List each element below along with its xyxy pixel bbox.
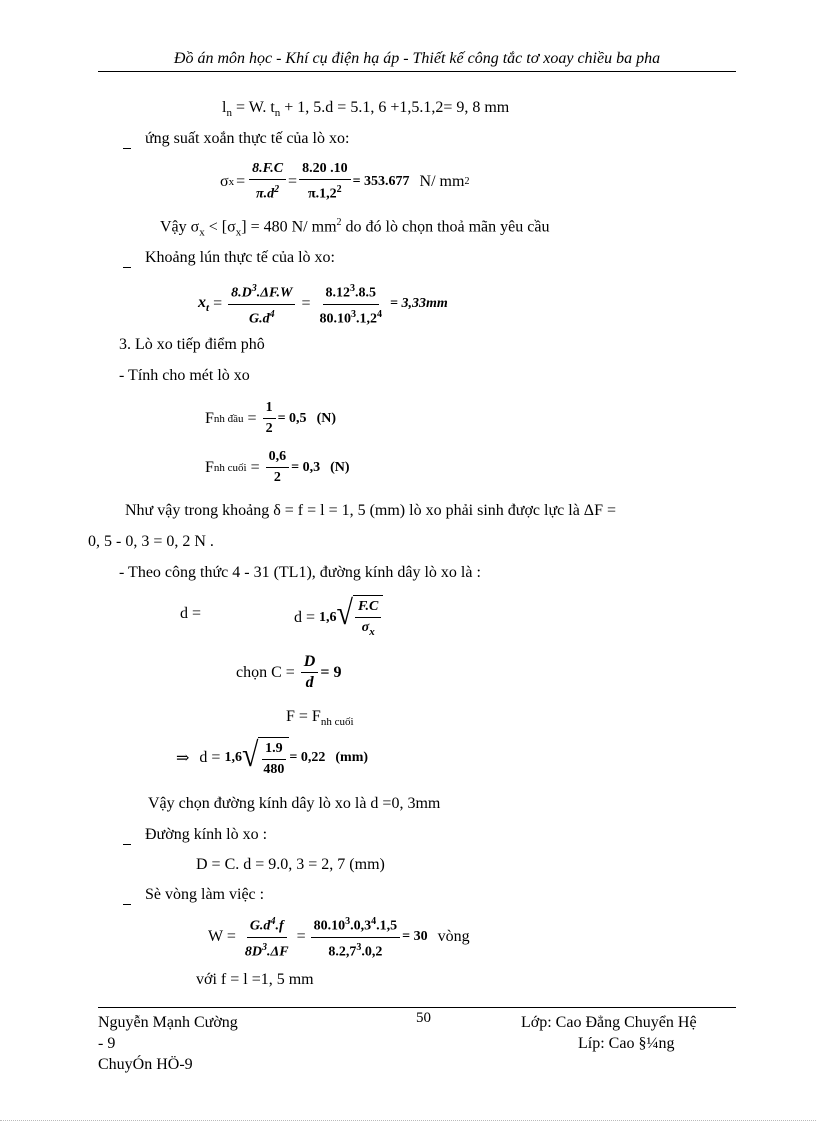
list-item-turns: Sè vòng làm việc : xyxy=(123,886,264,905)
bullet-dash xyxy=(123,844,131,845)
page-header: Đồ án môn học - Khí cụ điện hạ áp - Thiết kế công tắc tơ xoay chiều ba pha xyxy=(173,50,661,67)
header-rule xyxy=(98,71,736,72)
page-number: 50 xyxy=(416,1010,431,1026)
force-assignment: $F = F_{nh cuối}$ xyxy=(286,708,354,729)
compression-equation: $x_t$ = $\frac{8.D^3.\Delta F.W}{G.d^4}$ = $\frac{8.12^3.8.5}{80.10^3.1,2^4}$ = 3,33mm xyxy=(198,280,448,328)
choose-diameter-line: Vậy chọn đường kính dây lò xo là d =0, 3mm xyxy=(148,795,441,812)
stress-equation: σ x = $\frac{8.F.C}{\pi.d^2}$ = $\frac{8.20 .10}{\pi.1,2^2}$ = 353.677 N/ mm 2 xyxy=(220,161,470,202)
spring-diameter-equation: D = C. d = 9.0, 3 = 2, 7 (mm) xyxy=(196,856,385,873)
footer-rule xyxy=(98,1007,736,1008)
section-heading: 3. Lò xo tiếp điểm phô xyxy=(119,336,265,353)
bullet-dash xyxy=(123,148,131,149)
force-final-equation: F nh cuối = $\frac{0,6}{2}$ = 0,3 (N) xyxy=(205,449,350,485)
footer-author: Nguyễn Mạnh Cường xyxy=(98,1014,238,1031)
with-condition-line: với f = l =1, 5 mm xyxy=(196,971,314,988)
turns-equation: W = $\frac{G.d^4.f}{8D^3.\Delta F}$ = $\frac{80.10^3.0,3^4.1,5}{8.2,7^3.0,2}$ = 30 vòng xyxy=(208,913,470,961)
page-bottom-border xyxy=(0,1120,816,1121)
force-initial-equation: F nh đầu = $\frac{1}{2}$ = 0,5 (N) xyxy=(205,400,336,436)
stress-check-line: Vậy $\sigma_x < [\sigma_x] = 480$ N/ $mm^2$ do đó lò chọn thoả mãn yêu cầu xyxy=(160,217,550,239)
bullet-dash xyxy=(123,267,131,268)
force-paragraph: Như vậy trong khoảng δ = f = l = 1, 5 (mm) lò xo phải sinh được lực là ΔF = xyxy=(125,502,617,519)
list-item-spring-diameter: Đường kính lò xo : xyxy=(123,826,267,845)
footer-class-cont: Líp: Cao §¼ng xyxy=(578,1035,675,1052)
footer-class: Lớp: Cao Đẳng Chuyển Hệ xyxy=(521,1014,697,1031)
diameter-equation: d = 1,6 √ $\frac{F.C}{\sigma_x}$ xyxy=(294,595,383,641)
diameter-label: d = xyxy=(180,605,202,622)
formula-line: - Theo công thức 4 - 31 (TL1), đường kính dây lò xo là : xyxy=(119,564,481,581)
length-equation: $l_n = W$. $t_n + 1$, 5.d = 5.1, 6 +1,5.1,2= 9, 8 mm xyxy=(222,99,510,120)
force-paragraph-cont: 0, 5 - 0, 3 = 0, 2 N . xyxy=(88,533,214,550)
calc-line: - Tính cho mét lò xo xyxy=(119,367,250,384)
list-item-compression: Khoảng lún thực tế của lò xo: xyxy=(123,249,335,268)
footer-author-cont: - 9 xyxy=(98,1035,116,1052)
footer-author-extra: ChuyÓn HÖ-9 xyxy=(98,1056,193,1073)
diameter-result-equation: ⇒ d = 1,6 √ $\frac{1.9}{480}$ = 0,22 (mm) xyxy=(176,736,369,777)
bullet-dash xyxy=(123,904,131,905)
ratio-equation: chọn C = $\frac{D}{d}$ = 9 xyxy=(236,653,342,691)
list-item-stress: ứng suất xoắn thực tế của lò xo: xyxy=(123,130,349,149)
